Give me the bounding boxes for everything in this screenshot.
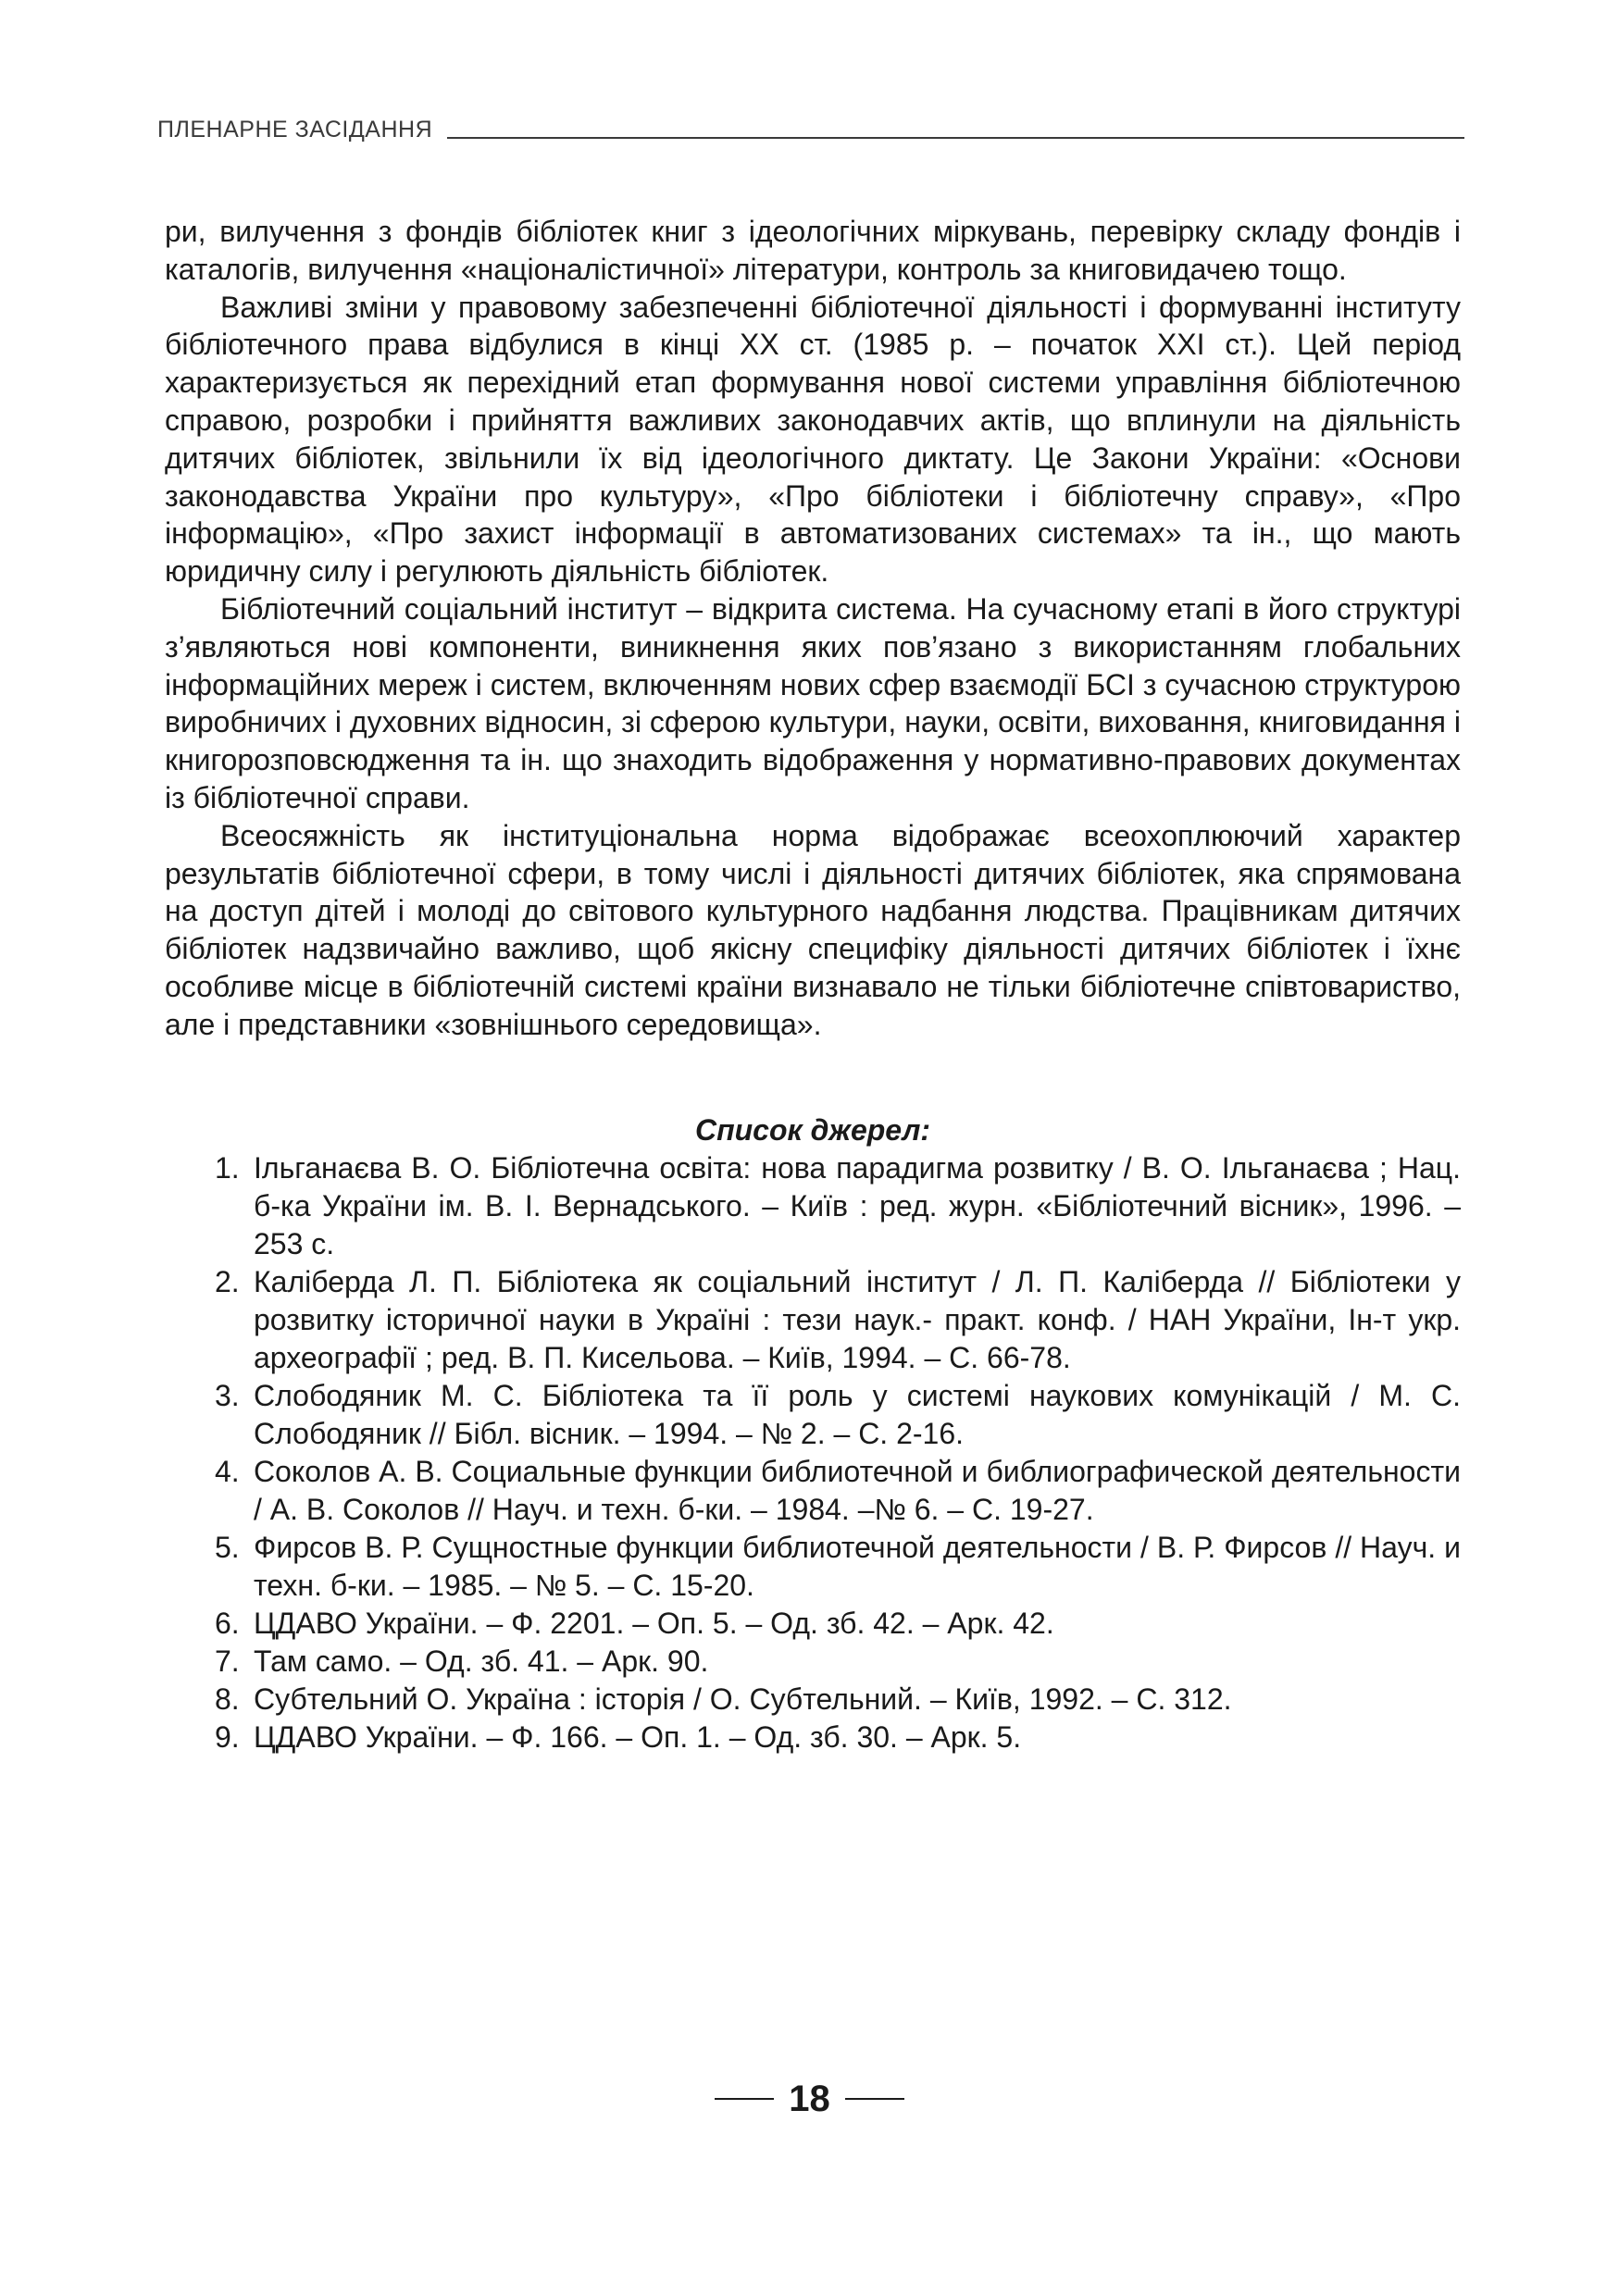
reference-text: Ільганаєва В. О. Бібліотечна освіта: нова парадигма розвитку / В. О. Ільганаєва ; Нац. б-ка України ім. В. І. Вернадського. – Київ : ред. журн. «Бібліотечний вісник», 1996. – 253 с. xyxy=(254,1151,1461,1260)
header-rule xyxy=(447,137,1464,139)
reference-number: 6. xyxy=(215,1607,240,1640)
reference-text: Там само. – Од. зб. 41. – Арк. 90. xyxy=(254,1644,709,1678)
reference-item xyxy=(165,1377,1461,1453)
references-list xyxy=(165,1149,1461,1756)
reference-text: ЦДАВО України. – Ф. 166. – Оп. 1. – Од. зб. 30. – Арк. 5. xyxy=(254,1720,1022,1754)
reference-item xyxy=(165,1453,1461,1529)
reference-text: Субтельний О. Україна : історія / О. Субтельний. – Київ, 1992. – С. 312. xyxy=(254,1682,1232,1716)
reference-item xyxy=(165,1529,1461,1605)
reference-text: Соколов А. В. Социальные функции библиотечной и библиографической деятельности / А. В. Соколов // Науч. и техн. б-ки. – 1984. –№ 6. – С. 19-27. xyxy=(254,1455,1461,1526)
running-header xyxy=(157,118,1464,142)
reference-number: 9. xyxy=(215,1720,240,1754)
paragraph: Бібліотечний соціальний інститут – відкрита система. На сучасному етапі в його структурі з’являються нові компоненти, виникнення яких пов’язано з використанням глобальних інформаційних мереж і систем, включенням нових сфер взаємодії БСІ з сучасною структурою виробничих і духовних відносин, зі сферою культури, науки, освіти, виховання, книговидання і книгорозповсюдження та ін. що знаходить відображення у нормативно-правових документах із бібліотечної справи. xyxy=(165,591,1461,814)
reference-item xyxy=(165,1719,1461,1756)
page-number-dash-right xyxy=(845,2098,904,2100)
reference-number: 8. xyxy=(215,1682,240,1716)
paragraph: Всеосяжність як інституціональна норма відображає всеохоплюючий характер результатів бібліотечної сфери, в тому числі і діяльності дитячих бібліотек, яка спрямована на доступ дітей і молоді до світового культурного надбання людства. Працівникам дитячих бібліотек надзвичайно важливо, щоб якісну специфіку діяльності дитячих бібліотек і їхнє особливе місце в бібліотечній системі країни визнавало не тільки бібліотечне співтовариство, але і представники «зовнішнього середовища». xyxy=(165,818,1461,1041)
reference-text: ЦДАВО України. – Ф. 2201. – Оп. 5. – Од. зб. 42. – Арк. 42. xyxy=(254,1607,1054,1640)
reference-item xyxy=(165,1643,1461,1681)
reference-number: 4. xyxy=(215,1455,240,1488)
references-title: Список джерел: xyxy=(694,1113,931,1147)
reference-number: 2. xyxy=(215,1265,240,1298)
body-text xyxy=(165,213,1461,1044)
reference-text: Каліберда Л. П. Бібліотека як соціальний інститут / Л. П. Каліберда // Бібліотеки у розвитку історичної науки в Україні : тези наук.- практ. конф. / НАН України, Ін-т укр. археографії ; ред. В. П. Кисельова. – Київ, 1994. – С. 66-78. xyxy=(254,1265,1461,1374)
reference-text: Фирсов В. Р. Сущностные функции библиотечной деятельности / В. Р. Фирсов // Науч. и техн. б-ки. – 1985. – № 5. – С. 15-20. xyxy=(254,1531,1461,1602)
page-number-block xyxy=(0,2080,1619,2117)
section-title: ПЛЕНАРНЕ ЗАСІДАННЯ xyxy=(157,117,433,143)
reference-item xyxy=(165,1605,1461,1643)
reference-number: 1. xyxy=(215,1151,240,1185)
page-number: 18 xyxy=(789,2079,830,2119)
reference-item xyxy=(165,1263,1461,1377)
page-number-dash-left xyxy=(715,2098,774,2100)
reference-number: 3. xyxy=(215,1379,240,1412)
reference-number: 5. xyxy=(215,1531,240,1564)
reference-text: Слободяник М. С. Бібліотека та її роль у системі наукових комунікацій / М. С. Слободяник // Бібл. вісник. – 1994. – № 2. – С. 2-16. xyxy=(254,1379,1461,1450)
reference-number: 7. xyxy=(215,1644,240,1678)
paragraph: Важливі зміни у правовому забезпеченні бібліотечної діяльності і формуванні інституту бібліотечного права відбулися в кінці XX ст. (1985 р. – початок XXI ст.). Цей період характеризується як перехідний етап формування нової системи управління бібліотечною справою, розробки і прийняття важливих законодавчих актів, що вплинули на діяльність дитячих бібліотек, звільнили їх від ідеологічного диктату. Це Закони України: «Основи законодавства України про культуру», «Про бібліотеки і бібліотечну справу», «Про інформацію», «Про захист інформації в автоматизованих системах» та ін., що мають юридичну силу і регулюють діяльність бібліотек. xyxy=(165,290,1461,589)
reference-item xyxy=(165,1681,1461,1719)
paragraph-continuation: ри, вилучення з фондів бібліотек книг з ідеологічних міркувань, перевірку складу фондів і каталогів, вилучення «націоналістичної» літератури, контроль за книговидачею тощо. xyxy=(165,215,1461,286)
reference-item xyxy=(165,1149,1461,1263)
